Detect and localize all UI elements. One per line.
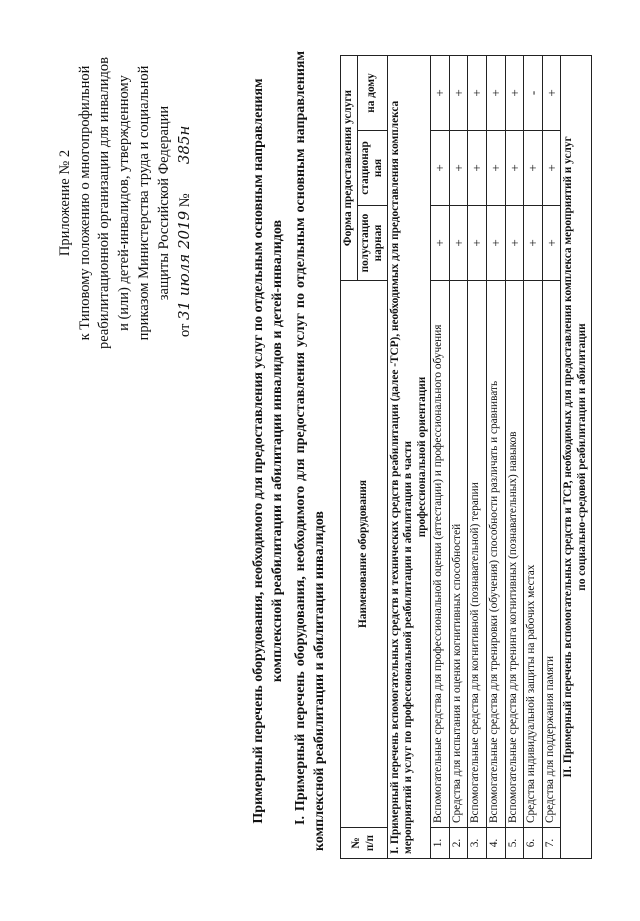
appendix-line: приказом Министерства труда и социальной: [135, 65, 152, 341]
mark-stationary: +: [431, 131, 450, 206]
table-row: [505, 56, 524, 859]
table-row: [449, 56, 468, 859]
equipment-name: Вспомогательные средства для когнитивной (познавательной) терапии: [468, 281, 487, 828]
row-number: 6.: [524, 828, 543, 859]
handwritten-order-number: 385н: [175, 125, 194, 165]
equipment-name: Вспомогательные средства для профессиональной оценки (аттестации) и профессионального обучения: [431, 281, 450, 828]
number-label: №: [177, 193, 194, 208]
table-section-row: [387, 56, 431, 859]
mark-home: +: [449, 56, 468, 131]
row-number: 1.: [431, 828, 450, 859]
section-title-line: профессиональной ориентации: [415, 376, 428, 538]
section-title-line: по социально-средовой реабилитации и абилитации: [575, 323, 588, 591]
handwritten-date: 31 июля 2019: [175, 210, 194, 320]
mark-stationary: +: [468, 131, 487, 206]
appendix-block: [56, 33, 196, 373]
table-row: [524, 56, 543, 859]
appendix-number: Приложение № 2: [57, 149, 73, 257]
equipment-name: Средства индивидуальной защиты на рабочих местах: [524, 281, 543, 828]
mark-stationary: +: [542, 131, 561, 206]
section-title-line: II. Примерный перечень вспомогательных средств и ТСР, необходимых для предоставления комплекса мероприятий и услуг: [562, 136, 575, 778]
table-row: [468, 56, 487, 859]
col-header-semi-stationary: полустацио нарная: [357, 206, 387, 281]
mark-home: +: [431, 56, 450, 131]
section-title: [561, 56, 591, 859]
equipment-name: Средства для испытания и оценки когнитивных способностей: [449, 281, 468, 828]
mark-home: -: [524, 56, 543, 131]
order-date-row: [174, 33, 196, 373]
mark-stationary: +: [524, 131, 543, 206]
col-header-stationary: стационар ная: [357, 131, 387, 206]
mark-semi-stationary: +: [431, 206, 450, 281]
mark-stationary: +: [449, 131, 468, 206]
col-header-name: Наименование оборудования: [341, 281, 388, 828]
equipment-table: [340, 55, 592, 859]
appendix-line: защиты Российской Федерации: [155, 105, 172, 301]
table-row: [487, 56, 506, 859]
row-number: 3.: [468, 828, 487, 859]
appendix-line: и (или) детей-инвалидов, утвержденному: [116, 75, 133, 331]
mark-semi-stationary: +: [449, 206, 468, 281]
equipment-name: Вспомогательные средства для тренировки (обучения) способности различать и сравнивать: [487, 281, 506, 828]
table-header-row: [341, 56, 358, 859]
row-number: 4.: [487, 828, 506, 859]
mark-semi-stationary: +: [505, 206, 524, 281]
col-header-forms: Форма предоставления услуги: [341, 56, 358, 281]
mark-semi-stationary: +: [542, 206, 561, 281]
mark-home: +: [487, 56, 506, 131]
mark-stationary: +: [505, 131, 524, 206]
mark-semi-stationary: +: [524, 206, 543, 281]
row-number: 5.: [505, 828, 524, 859]
mark-home: +: [468, 56, 487, 131]
table-row: [542, 56, 561, 859]
mark-stationary: +: [487, 131, 506, 206]
mark-semi-stationary: +: [468, 206, 487, 281]
appendix-line: к Типовому положению о многопрофильной: [76, 65, 93, 341]
section-title-line: для предоставления комплекса мероприятий и услуг по профессиональной реабилитации и абилитации в части: [388, 100, 415, 854]
appendix-line: реабилитационной организации для инвалидов: [96, 57, 113, 349]
section-title: [387, 56, 431, 859]
table-row: [431, 56, 450, 859]
row-number: 7.: [542, 828, 561, 859]
col-header-home: на дому: [357, 56, 387, 131]
section-title-line: I. Примерный перечень вспомогательных средств и технических средств реабилитации (далее -ТСР), необходимых: [388, 263, 401, 854]
from-label: от: [177, 323, 194, 337]
mark-home: +: [542, 56, 561, 131]
col-header-number: № п/п: [341, 828, 388, 859]
equipment-name: Средства для поддержания памяти: [542, 281, 561, 828]
document-title: Примерный перечень оборудования, необходимого для предоставления услуг по отдельным основным направлениям комплексной реабилитации и абилитации инвалидов и детей-инвалидов: [251, 78, 285, 824]
section-heading: I. Примерный перечень оборудования, необходимого для предоставления услуг по отдельным основным направлениям комплексной реабилитации и абилитации инвалидов: [293, 51, 327, 851]
equipment-name: Вспомогательные средства для тренинга когнитивных (познавательных) навыков: [505, 281, 524, 828]
mark-semi-stationary: +: [487, 206, 506, 281]
row-number: 2.: [449, 828, 468, 859]
table-section-row: [561, 56, 591, 859]
mark-home: +: [505, 56, 524, 131]
